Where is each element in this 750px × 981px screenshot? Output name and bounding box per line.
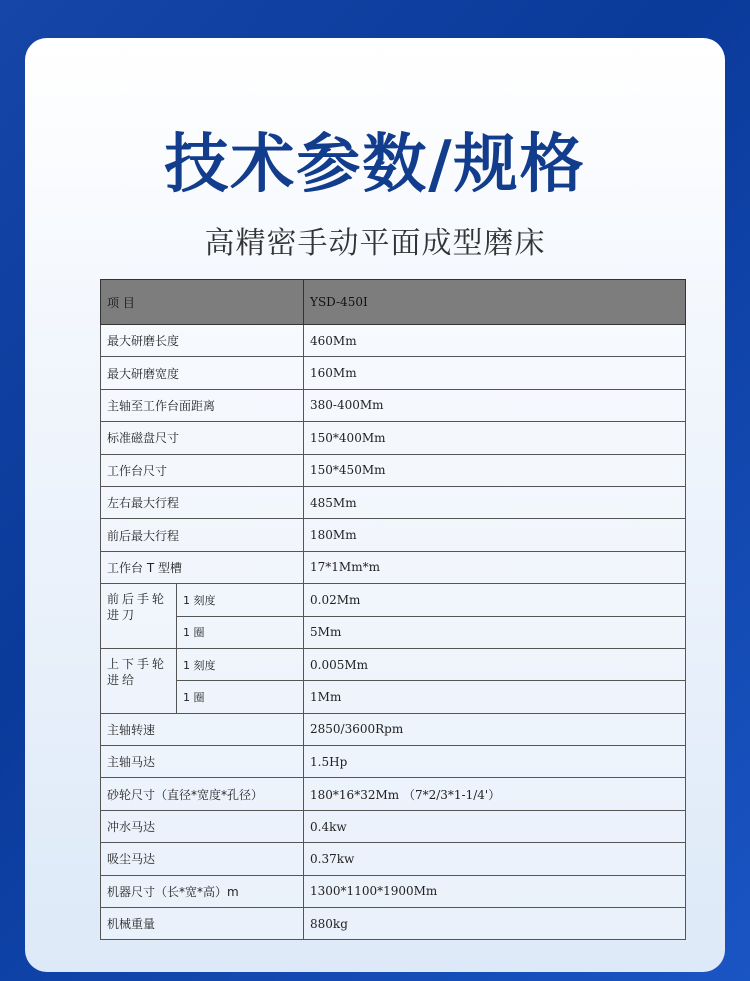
row-value: 180Mm (304, 519, 686, 551)
row-value: 17*1Mm*m (304, 551, 686, 583)
sub-label: 1 圈 (177, 616, 304, 648)
row-value: 485Mm (304, 486, 686, 518)
group-label-line: 前后手轮 (107, 592, 168, 607)
row-label: 标准磁盘尺寸 (101, 422, 304, 454)
table-row (101, 454, 686, 486)
row-value: 880kg (304, 908, 686, 940)
row-label: 机械重量 (101, 908, 304, 940)
row-label: 工作台 T 型槽 (101, 551, 304, 583)
row-value: 2850/3600Rpm (304, 713, 686, 745)
row-value: 1.5Hp (304, 746, 686, 778)
row-value: 460Mm (304, 325, 686, 357)
row-label: 主轴至工作台面距离 (101, 389, 304, 421)
table-row (101, 648, 686, 680)
row-label: 吸尘马达 (101, 843, 304, 875)
table-row (101, 908, 686, 940)
row-label: 机器尺寸（长*宽*高）m (101, 875, 304, 907)
row-value: 1300*1100*1900Mm (304, 875, 686, 907)
table-row (101, 843, 686, 875)
row-label: 前后最大行程 (101, 519, 304, 551)
row-label: 最大研磨长度 (101, 325, 304, 357)
row-value: 150*450Mm (304, 454, 686, 486)
table-row (101, 681, 686, 713)
row-label: 左右最大行程 (101, 486, 304, 518)
table-row (101, 810, 686, 842)
table-row (101, 616, 686, 648)
row-value: 0.005Mm (304, 648, 686, 680)
table-row (101, 584, 686, 616)
row-label: 最大研磨宽度 (101, 357, 304, 389)
row-value: 5Mm (304, 616, 686, 648)
group-label-line: 进刀 (107, 608, 138, 623)
table-row (101, 875, 686, 907)
group-label-line: 进给 (107, 672, 138, 687)
group-label-front-back-handwheel (101, 584, 177, 649)
sub-label: 1 刻度 (177, 584, 304, 616)
group-label-line: 上下手轮 (107, 656, 168, 671)
row-value: 0.37kw (304, 843, 686, 875)
table-header-row (101, 280, 686, 325)
page-title: 技术参数/规格 (164, 128, 586, 202)
row-value: 380-400Mm (304, 389, 686, 421)
row-value: 150*400Mm (304, 422, 686, 454)
row-label: 主轴马达 (101, 746, 304, 778)
table-row (101, 778, 686, 810)
row-label: 冲水马达 (101, 810, 304, 842)
table-row (101, 357, 686, 389)
sub-label: 1 圈 (177, 681, 304, 713)
row-value: 1Mm (304, 681, 686, 713)
row-value: 0.02Mm (304, 584, 686, 616)
table-row (101, 486, 686, 518)
row-value: 160Mm (304, 357, 686, 389)
sub-label: 1 刻度 (177, 648, 304, 680)
spec-table (100, 279, 686, 940)
row-value: 0.4kw (304, 810, 686, 842)
row-label: 砂轮尺寸（直径*宽度*孔径） (101, 778, 304, 810)
header-model: YSD-450I (304, 280, 686, 325)
row-label: 主轴转速 (101, 713, 304, 745)
table-row (101, 389, 686, 421)
content-card (25, 38, 725, 972)
table-row (101, 746, 686, 778)
table-row (101, 325, 686, 357)
group-label-up-down-handwheel (101, 648, 177, 713)
row-label: 工作台尺寸 (101, 454, 304, 486)
header-label: 项 目 (101, 280, 304, 325)
table-row (101, 422, 686, 454)
page-subtitle: 高精密手动平面成型磨床 (204, 226, 546, 261)
table-row (101, 519, 686, 551)
table-row (101, 713, 686, 745)
row-value: 180*16*32Mm （7*2/3*1-1/4'） (304, 778, 686, 810)
table-row (101, 551, 686, 583)
